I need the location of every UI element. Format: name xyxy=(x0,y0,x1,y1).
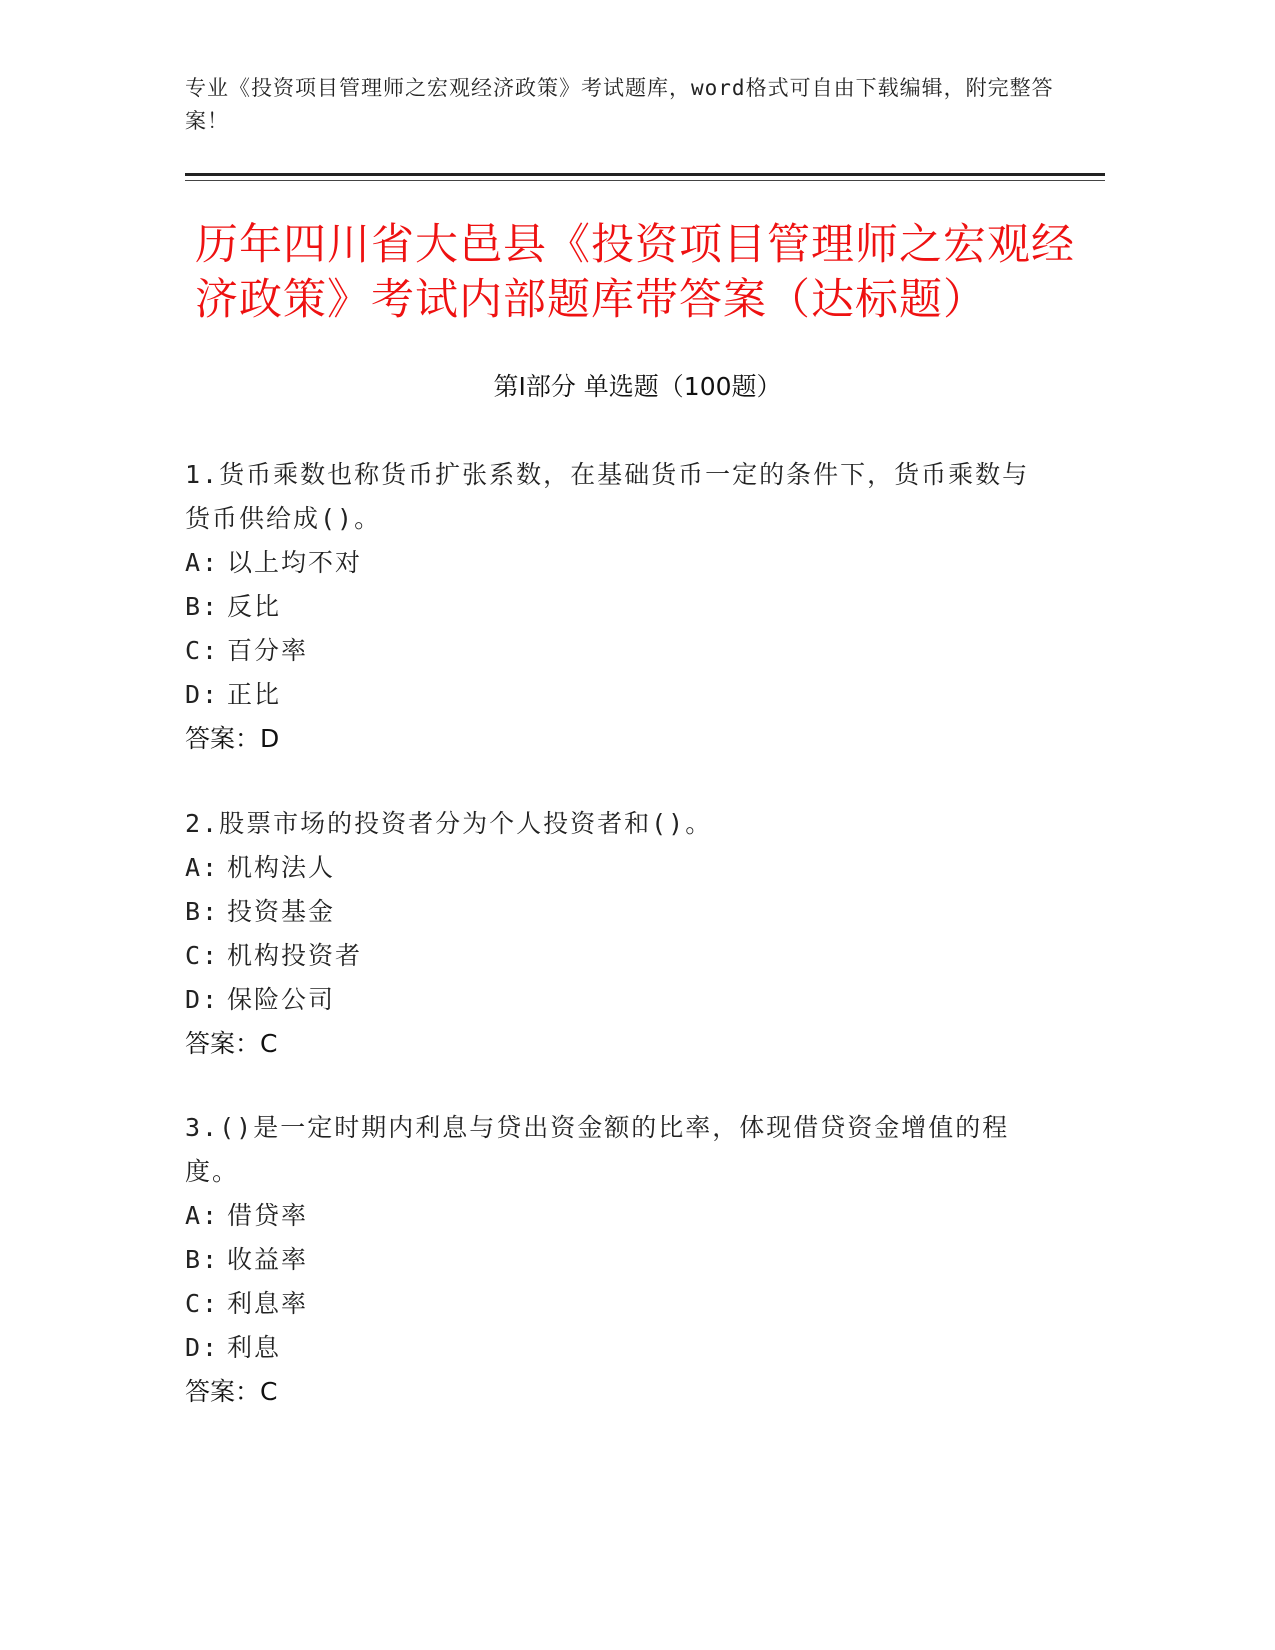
option-key: A: xyxy=(185,548,220,577)
question-1 xyxy=(185,453,1045,761)
option-key: B: xyxy=(185,592,220,621)
answer: 答案：C xyxy=(185,1377,278,1406)
option-text: 收益率 xyxy=(227,1245,309,1274)
header-note: 专业《投资项目管理师之宏观经济政策》考试题库，word格式可自由下载编辑，附完整答案！ xyxy=(185,76,1054,133)
option-text: 正比 xyxy=(227,680,282,709)
option-c xyxy=(185,934,1045,978)
option-text: 保险公司 xyxy=(227,985,336,1014)
option-b xyxy=(185,585,1045,629)
option-d xyxy=(185,1326,1045,1370)
option-key: D: xyxy=(185,680,220,709)
option-b xyxy=(185,890,1045,934)
answer: 答案：D xyxy=(185,724,280,753)
question-stem: 1.货币乘数也称货币扩张系数，在基础货币一定的条件下，货币乘数与货币供给成()。 xyxy=(185,460,1030,533)
option-text: 利息率 xyxy=(227,1289,309,1318)
question-3 xyxy=(185,1106,1045,1414)
option-a xyxy=(185,846,1045,890)
option-c xyxy=(185,1282,1045,1326)
option-a xyxy=(185,541,1045,585)
option-a xyxy=(185,1194,1045,1238)
option-d xyxy=(185,673,1045,717)
option-key: D: xyxy=(185,985,220,1014)
option-key: B: xyxy=(185,1245,220,1274)
option-text: 利息 xyxy=(227,1333,282,1362)
option-key: A: xyxy=(185,853,220,882)
option-c xyxy=(185,629,1045,673)
question-stem: 3.()是一定时期内利息与贷出资金额的比率，体现借贷资金增值的程度。 xyxy=(185,1113,1010,1186)
option-text: 机构投资者 xyxy=(227,941,363,970)
answer: 答案：C xyxy=(185,1029,278,1058)
option-key: B: xyxy=(185,897,220,926)
question-stem: 2.股票市场的投资者分为个人投资者和()。 xyxy=(185,809,713,838)
header-divider-thick xyxy=(185,173,1105,176)
option-text: 以上均不对 xyxy=(227,548,363,577)
option-key: C: xyxy=(185,941,220,970)
option-b xyxy=(185,1238,1045,1282)
question-2 xyxy=(185,802,1045,1066)
header-divider-thin xyxy=(185,180,1105,181)
option-text: 机构法人 xyxy=(227,853,336,882)
option-text: 投资基金 xyxy=(227,897,336,926)
option-key: A: xyxy=(185,1201,220,1230)
option-text: 借贷率 xyxy=(227,1201,309,1230)
option-text: 百分率 xyxy=(227,636,309,665)
section-heading: 第Ⅰ部分 单选题（100题） xyxy=(493,372,782,401)
document-title: 历年四川省大邑县《投资项目管理师之宏观经济政策》考试内部题库带答案（达标题） xyxy=(195,220,1075,325)
option-d xyxy=(185,978,1045,1022)
option-key: C: xyxy=(185,1289,220,1318)
option-text: 反比 xyxy=(227,592,282,621)
option-key: C: xyxy=(185,636,220,665)
option-key: D: xyxy=(185,1333,220,1362)
